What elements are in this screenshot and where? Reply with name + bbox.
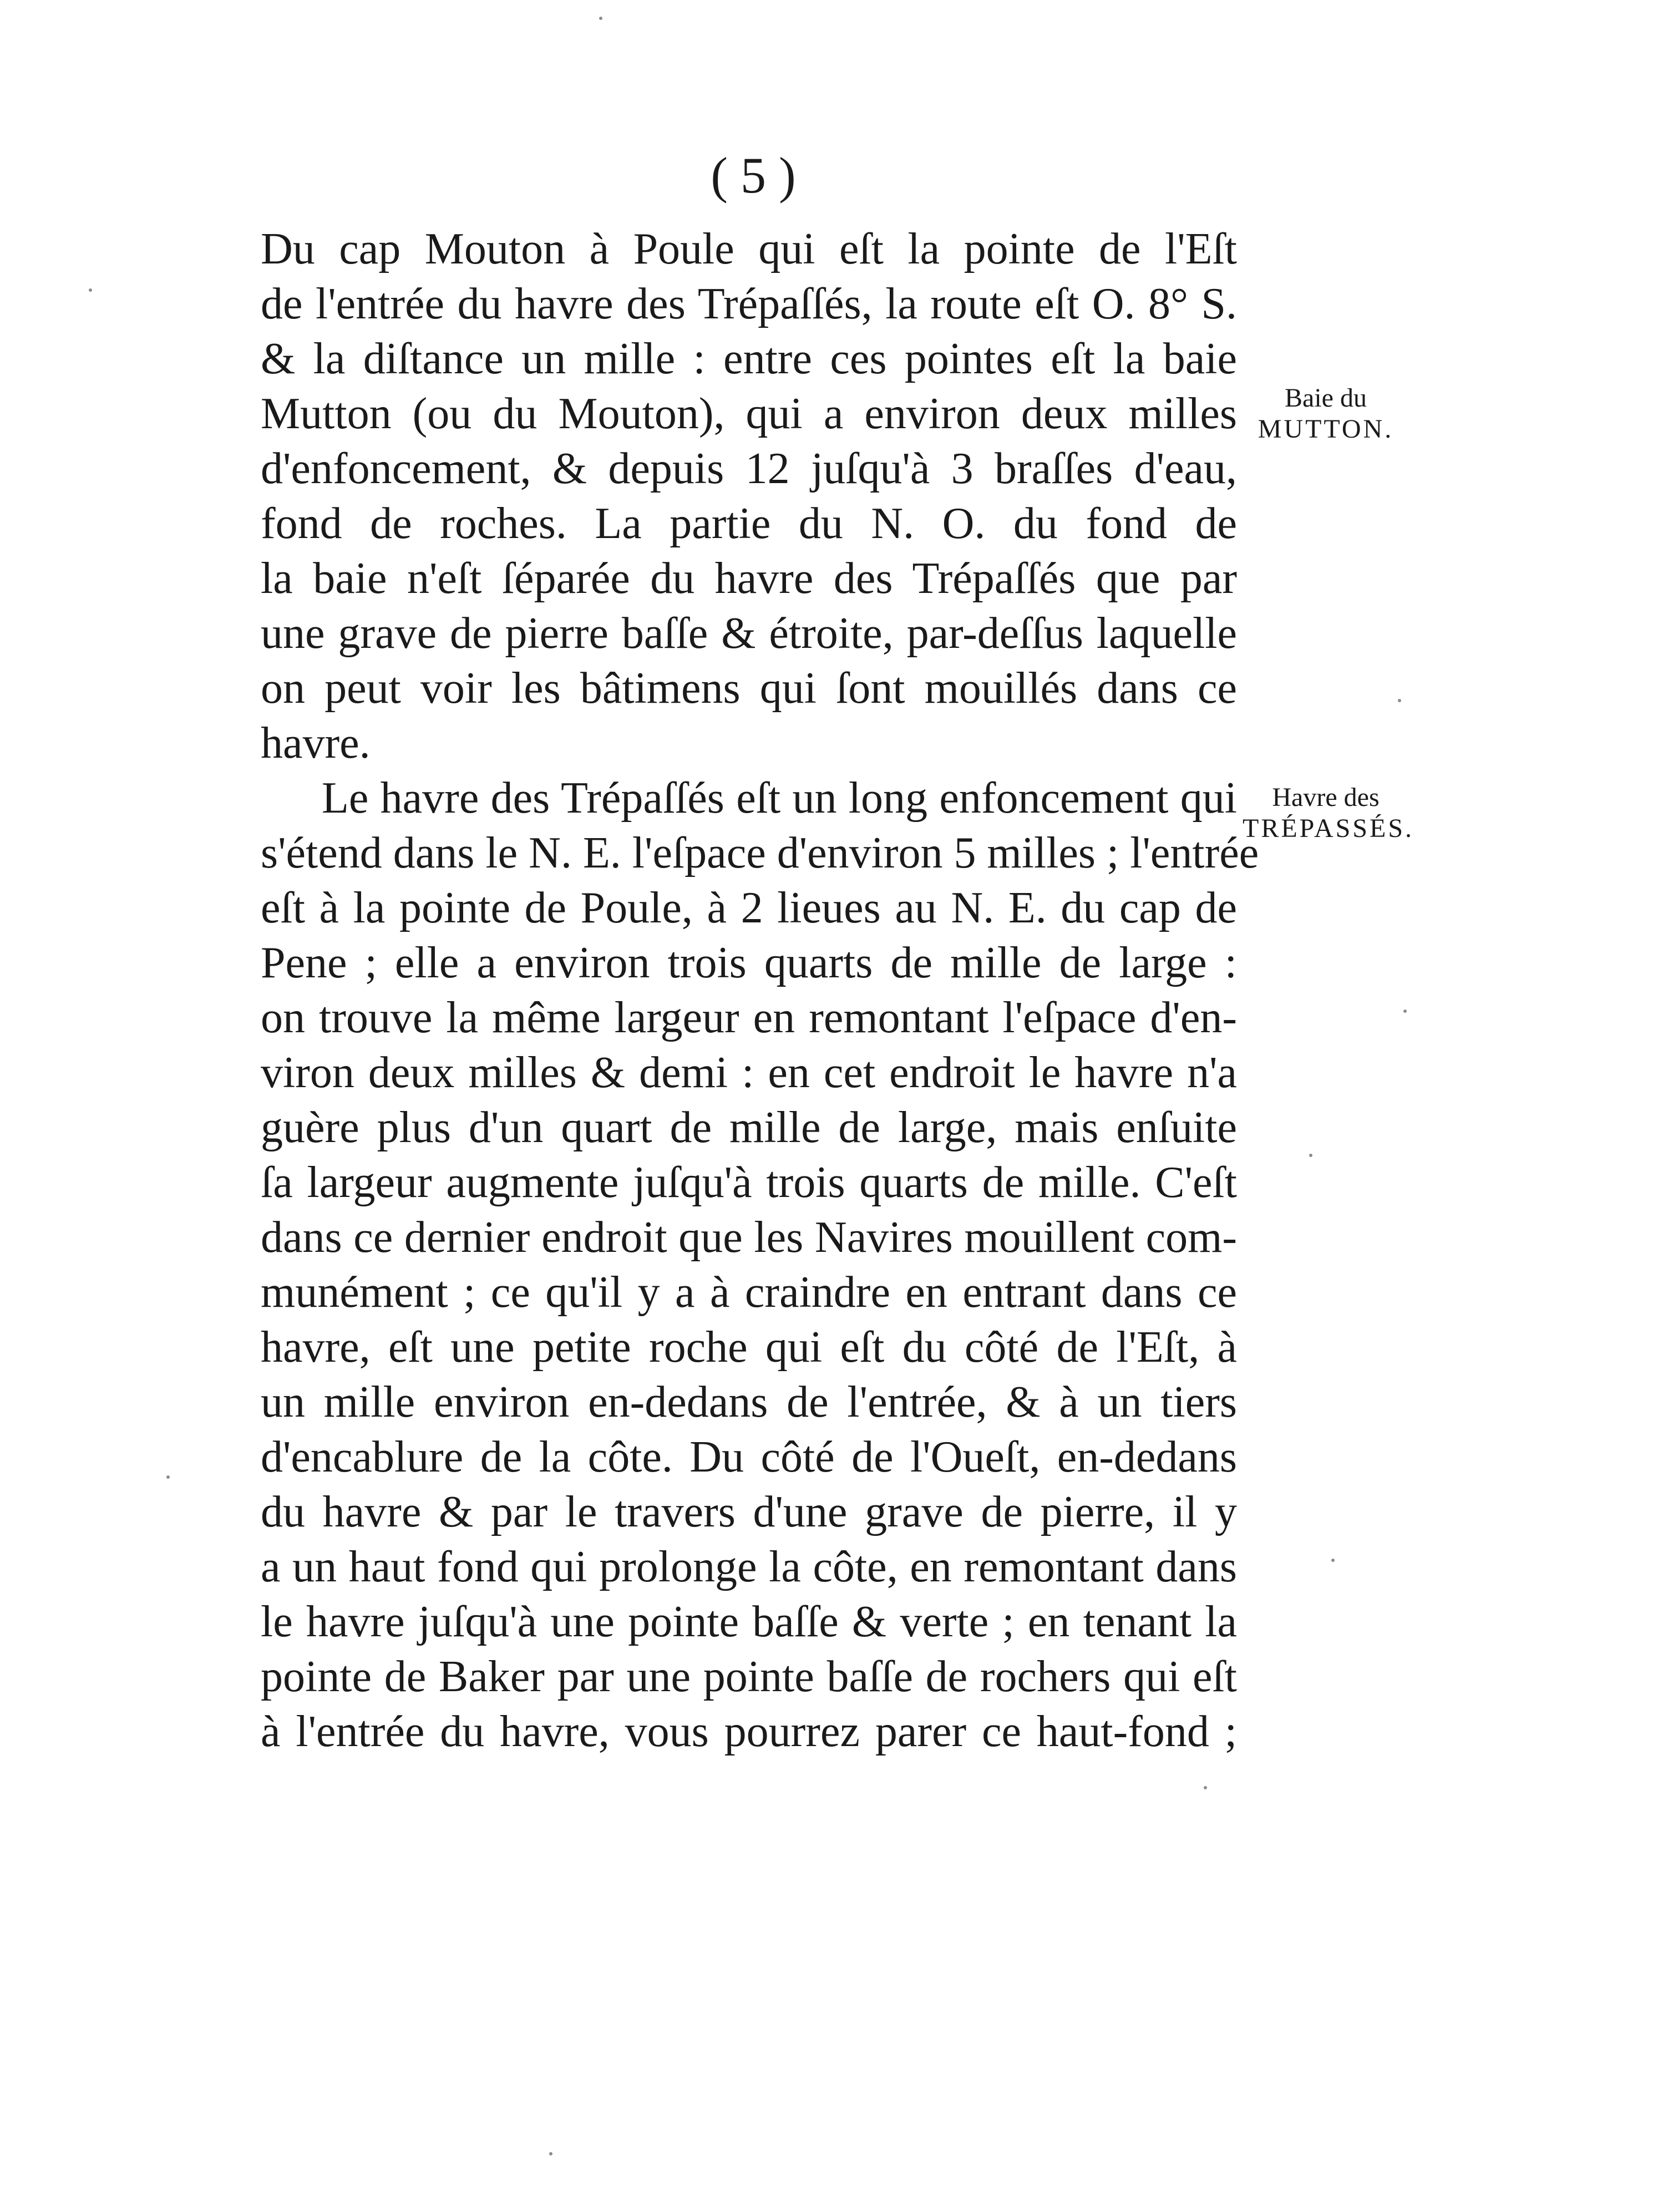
- margin-note-havre-des-trepasses: [1243, 782, 1414, 844]
- body-text: [261, 222, 1259, 1759]
- text-line: dans ce dernier endroit que les Navires mouillent com-: [261, 1213, 1237, 1262]
- text-line: Le havre des Trépaſſés eſt un long enfoncement qui: [322, 774, 1237, 823]
- page-number: ( 5 ): [711, 147, 796, 204]
- text-line: une grave de pierre baſſe & étroite, par-deſſus laquelle: [261, 609, 1237, 658]
- text-line: ſa largeur augmente juſqu'à trois quarts de mille. C'eſt: [261, 1158, 1237, 1207]
- text-line: un mille environ en-dedans de l'entrée, & à un tiers: [261, 1378, 1237, 1427]
- margin-note-line: Havre des: [1272, 783, 1380, 812]
- text-line: pointe de Baker par une pointe baſſe de rochers qui eſt: [261, 1652, 1237, 1701]
- text-line: havre, eſt une petite roche qui eſt du côté de l'Eſt, à: [261, 1323, 1237, 1372]
- text-line: & la diſtance un mille : entre ces pointes eſt la baie: [261, 334, 1237, 383]
- scan-speck: [1331, 1559, 1335, 1562]
- text-line: on peut voir les bâtimens qui ſont mouillés dans ce: [261, 664, 1237, 713]
- margin-note-baie-du-mutton: [1243, 383, 1409, 445]
- text-line: d'encablure de la côte. Du côté de l'Oueſt, en-dedans: [261, 1433, 1237, 1482]
- margin-note-title: MUTTON.: [1258, 414, 1394, 444]
- text-line: eſt à la pointe de Poule, à 2 lieues au N. E. du cap de: [261, 884, 1237, 932]
- text-line: guère plus d'un quart de mille de large, mais enſuite: [261, 1103, 1237, 1152]
- scan-speck: [89, 288, 92, 292]
- text-line: a un haut fond qui prolonge la côte, en remontant dans: [261, 1543, 1237, 1591]
- scan-speck: [1398, 699, 1401, 702]
- scan-speck: [166, 1475, 170, 1479]
- scan-speck: [1403, 1009, 1407, 1013]
- text-line: havre.: [261, 719, 371, 768]
- scan-speck: [599, 17, 602, 20]
- text-line: à l'entrée du havre, vous pourrez parer ce haut-fond ;: [261, 1707, 1237, 1756]
- margin-note-title: TRÉPASSÉS.: [1243, 814, 1414, 843]
- scan-speck: [1204, 1786, 1207, 1789]
- text-line: Du cap Mouton à Poule qui eſt la pointe de l'Eſt: [261, 225, 1237, 273]
- text-line: d'enfoncement, & depuis 12 juſqu'à 3 braſſes d'eau,: [261, 444, 1237, 493]
- text-line: Mutton (ou du Mouton), qui a environ deux milles: [261, 389, 1237, 438]
- text-line: de l'entrée du havre des Trépaſſés, la route eſt O. 8° S.: [261, 280, 1237, 328]
- text-line: fond de roches. La partie du N. O. du fond de: [261, 499, 1237, 548]
- text-line: la baie n'eſt ſéparée du havre des Trépaſſés que par: [261, 554, 1237, 603]
- text-line: Pene ; elle a environ trois quarts de mille de large :: [261, 938, 1237, 987]
- text-line: viron deux milles & demi : en cet endroit le havre n'a: [261, 1048, 1237, 1097]
- scan-speck: [1309, 1154, 1312, 1157]
- text-line: munément ; ce qu'il y a à craindre en entrant dans ce: [261, 1268, 1237, 1317]
- margin-note-line: Baie du: [1285, 383, 1367, 413]
- text-line: s'étend dans le N. E. l'eſpace d'environ 5 milles ; l'entrée: [261, 829, 1259, 877]
- text-line: du havre & par le travers d'une grave de pierre, il y: [261, 1488, 1237, 1536]
- text-line: le havre juſqu'à une pointe baſſe & verte ; en tenant la: [261, 1597, 1237, 1646]
- text-line: on trouve la même largeur en remontant l'eſpace d'en-: [261, 993, 1237, 1042]
- scan-speck: [549, 2152, 552, 2155]
